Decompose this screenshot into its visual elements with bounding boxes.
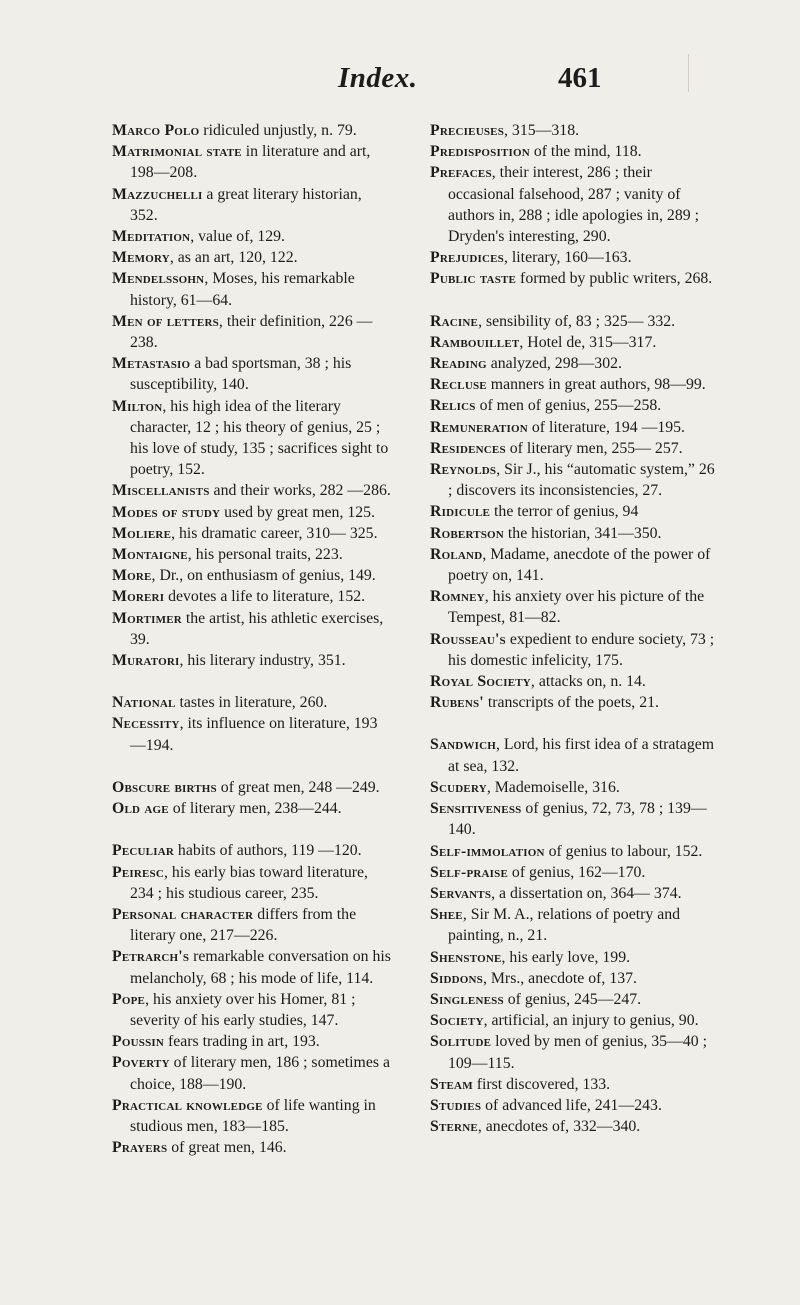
- index-entry: [112, 311, 392, 353]
- index-headword: Prefaces: [430, 164, 492, 182]
- index-entry: [430, 1010, 720, 1031]
- index-entry-text: , Lord, his first idea of a stratagem at sea, 132.: [448, 736, 715, 775]
- index-headword: Public taste: [430, 270, 517, 288]
- index-headword: Romney: [430, 588, 485, 606]
- letter-group-gap: [430, 290, 720, 311]
- index-entry: [430, 968, 720, 989]
- index-entry: [112, 184, 392, 226]
- index-entry-text: , Hotel de, 315—317.: [519, 333, 657, 351]
- index-headword: Singleness: [430, 990, 504, 1008]
- index-headword: Remuneration: [430, 418, 528, 436]
- index-entry-text: , his dramatic career, 310— 325.: [171, 524, 378, 542]
- index-entry: [430, 417, 720, 438]
- index-headword: Miscellanists: [112, 482, 210, 500]
- index-entry-text: and their works, 282 —286.: [209, 482, 391, 500]
- index-entry: [430, 332, 720, 353]
- index-entry: [112, 777, 392, 798]
- index-headword: Roland: [430, 545, 483, 563]
- index-entry: [430, 501, 720, 522]
- index-entry-text: , its influence on literature, 193—194.: [130, 715, 378, 754]
- index-entry-text: , his anxiety over his Homer, 81 ; severity of his early studies, 147.: [130, 990, 356, 1029]
- index-entry: [430, 247, 720, 268]
- index-entry: [430, 629, 720, 671]
- index-entry-text: , Sir J., his “automatic system,” 26 ; discovers its inconsistencies, 27.: [448, 461, 715, 500]
- index-entry: [430, 311, 720, 332]
- index-entry: [430, 544, 720, 586]
- index-entry-text: , Mrs., anecdote of, 137.: [482, 969, 637, 987]
- index-entry-text: , as an art, 120, 122.: [169, 249, 298, 267]
- index-entry: [430, 777, 720, 798]
- index-entry-text: formed by public writers, 268.: [516, 270, 713, 288]
- index-entry: [430, 904, 720, 946]
- index-headword: Relics: [430, 397, 476, 415]
- index-entry: [430, 586, 720, 628]
- index-headword: Moliere: [112, 524, 172, 542]
- index-entry-text: the terror of genius, 94: [490, 503, 639, 521]
- index-entry: [112, 840, 392, 861]
- index-headword: Predisposition: [430, 143, 530, 161]
- index-entry: [430, 353, 720, 374]
- index-entry-text: of the mind, 118.: [529, 143, 642, 161]
- index-entry: [430, 438, 720, 459]
- index-headword: Scudery: [430, 778, 487, 796]
- index-entry: [430, 862, 720, 883]
- index-entry-text: the artist, his athletic exercises, 39.: [130, 609, 384, 648]
- index-entry: [430, 734, 720, 776]
- index-entry: [430, 395, 720, 416]
- index-headword: Robertson: [430, 524, 504, 542]
- running-title: Index.: [338, 62, 418, 94]
- index-entry-text: , Mademoiselle, 316.: [486, 778, 620, 796]
- letter-group-gap: [112, 756, 392, 777]
- index-entry: [430, 162, 720, 247]
- index-entry-text: a great literary historian, 352.: [130, 185, 362, 224]
- index-entry-text: the historian, 341—350.: [503, 524, 662, 542]
- index-headword: Moreri: [112, 588, 165, 606]
- index-headword: Sterne: [430, 1118, 478, 1136]
- index-entry: [112, 904, 392, 946]
- index-headword: Sensitiveness: [430, 800, 522, 818]
- index-entry: [112, 650, 392, 671]
- index-headword: Shee: [430, 906, 463, 924]
- index-entry: [430, 1074, 720, 1095]
- index-entry-text: , 315—318.: [504, 122, 580, 139]
- index-headword: Siddons: [430, 969, 483, 987]
- index-entry-text: habits of authors, 119 —120.: [173, 842, 362, 860]
- page-number: 461: [558, 62, 602, 94]
- index-entry: [430, 459, 720, 501]
- index-entry-text: of great men, 146.: [167, 1139, 287, 1157]
- index-headword: Sandwich: [430, 736, 496, 754]
- index-headword: Peculiar: [112, 842, 174, 860]
- index-entry-text: a bad sportsman, 38 ; his susceptibility, 140.: [130, 355, 352, 394]
- index-headword: Practical knowledge: [112, 1096, 263, 1114]
- index-entry: [430, 692, 720, 713]
- index-entry: [430, 798, 720, 840]
- margin-rule: [688, 54, 689, 92]
- page-header: [0, 62, 800, 102]
- index-headword: Residences: [430, 439, 506, 457]
- index-entry-text: in literature and art, 198—208.: [130, 143, 371, 182]
- index-entry-text: of genius, 72, 73, 78 ; 139—140.: [448, 800, 707, 839]
- index-entry: [430, 374, 720, 395]
- index-entry: [112, 798, 392, 819]
- index-entry-text: , their definition, 226 —238.: [130, 312, 373, 352]
- index-headword: Prejudices: [430, 249, 504, 267]
- index-entry: [112, 1031, 392, 1052]
- index-headword: Muratori: [112, 652, 180, 670]
- index-headword: Steam: [430, 1075, 473, 1093]
- index-entry: [112, 713, 392, 755]
- index-headword: Self-immolation: [430, 842, 545, 860]
- index-entry: [112, 989, 392, 1031]
- index-headword: Matrimonial state: [112, 143, 242, 161]
- index-entry-text: , Sir M. A., relations of poetry and painting, n., 21.: [448, 906, 681, 945]
- index-entry-text: first discovered, 133.: [472, 1075, 611, 1093]
- index-entry-text: transcripts of the poets, 21.: [483, 694, 659, 712]
- index-entry-text: , his literary industry, 351.: [179, 652, 346, 670]
- index-entry: [112, 946, 392, 988]
- index-entry-text: , Dr., on enthusiasm of genius, 149.: [151, 567, 376, 585]
- letter-group-gap: [112, 671, 392, 692]
- index-entry-text: , their interest, 286 ; their occasional falsehood, 287 ; vanity of authors in, 288 ; idle apologies in, 289 ; Dryden's interesting, 290.: [448, 164, 699, 246]
- index-headword: Memory: [112, 249, 170, 267]
- index-headword: Metastasio: [112, 355, 191, 373]
- index-entry-text: differs from the literary one, 217—226.: [130, 905, 357, 945]
- index-headword: Servants: [430, 884, 492, 902]
- index-headword: Self-praise: [430, 863, 508, 881]
- index-entry-text: , anecdotes of, 332—340.: [477, 1118, 641, 1136]
- index-headword: Mazzuchelli: [112, 185, 203, 203]
- index-entry-text: used by great men, 125.: [220, 503, 375, 521]
- index-entry: [112, 141, 392, 183]
- index-entry-text: , value of, 129.: [190, 228, 286, 246]
- index-entry-text: , literary, 160—163.: [504, 249, 632, 267]
- index-headword: Rubens': [430, 694, 484, 712]
- index-headword: Meditation: [112, 228, 191, 246]
- index-entry: [430, 1095, 720, 1116]
- index-entry: [112, 120, 392, 141]
- index-entry-text: , his anxiety over his picture of the Tempest, 81—82.: [448, 588, 705, 627]
- letter-group-gap: [112, 819, 392, 840]
- index-headword: Recluse: [430, 376, 487, 394]
- index-entry: [112, 862, 392, 904]
- index-entry-text: , Madame, anecdote of the power of poetry on, 141.: [448, 545, 711, 585]
- index-entry: [430, 120, 720, 141]
- index-headword: Marco Polo: [112, 122, 200, 139]
- index-entry: [112, 1137, 392, 1158]
- index-entry-text: of literature, 194 —195.: [527, 418, 686, 436]
- index-entry: [112, 353, 392, 395]
- index-entry-text: of literary men, 238—244.: [168, 800, 342, 818]
- index-entry: [112, 1095, 392, 1137]
- index-headword: Rousseau's: [430, 630, 506, 648]
- index-entry: [112, 247, 392, 268]
- index-entry-text: ridiculed unjustly, n. 79.: [199, 122, 357, 139]
- index-entry-text: , his personal traits, 223.: [187, 546, 343, 564]
- index-entry-text: of advanced life, 241—243.: [481, 1096, 662, 1114]
- index-entry-text: , his early bias toward literature, 234 ; his studious career, 235.: [130, 863, 368, 902]
- index-entry: [112, 396, 392, 481]
- index-entry-text: remarkable conversation on his melancholy, 68 ; his mode of life, 114.: [130, 948, 391, 987]
- index-entry-text: of literary men, 186 ; sometimes a choice, 188—190.: [130, 1054, 390, 1093]
- index-headword: More: [112, 567, 152, 585]
- index-entry-text: of genius, 162—170.: [507, 863, 646, 881]
- index-entry-text: , Moses, his remarkable history, 61—64.: [130, 270, 355, 309]
- left-index-column: [112, 120, 392, 1158]
- index-entry-text: analyzed, 298—302.: [486, 355, 622, 373]
- index-headword: Old age: [112, 800, 169, 818]
- right-index-column: [430, 120, 720, 1137]
- index-entry-text: , his early love, 199.: [501, 948, 631, 966]
- index-headword: Studies: [430, 1096, 482, 1114]
- index-entry-text: manners in great authors, 98—99.: [486, 376, 706, 394]
- index-headword: Ridicule: [430, 503, 491, 521]
- index-entry: [430, 841, 720, 862]
- index-entry: [430, 947, 720, 968]
- index-entry: [112, 608, 392, 650]
- index-headword: Petrarch's: [112, 948, 190, 966]
- index-headword: National: [112, 694, 176, 712]
- index-headword: Rambouillet: [430, 333, 520, 351]
- index-headword: Poverty: [112, 1054, 170, 1072]
- index-headword: Royal Society: [430, 673, 531, 691]
- index-entry: [430, 523, 720, 544]
- index-entry: [430, 1116, 720, 1137]
- index-entry: [112, 268, 392, 310]
- index-headword: Obscure births: [112, 778, 217, 796]
- index-headword: Reynolds: [430, 461, 497, 479]
- index-entry: [112, 565, 392, 586]
- index-entry-text: expedient to endure society, 73 ; his domestic infelicity, 175.: [448, 630, 715, 669]
- index-entry-text: of literary men, 255— 257.: [505, 439, 683, 457]
- index-entry: [430, 141, 720, 162]
- index-entry: [112, 226, 392, 247]
- index-headword: Shenstone: [430, 948, 502, 966]
- index-entry-text: , his high idea of the literary character, 12 ; his theory of genius, 25 ; his love of study, 135 ; sacrifices sight to poetry, 152.: [130, 397, 389, 479]
- index-headword: Prayers: [112, 1139, 168, 1157]
- index-entry: [112, 523, 392, 544]
- index-entry: [430, 671, 720, 692]
- index-headword: Montaigne: [112, 546, 188, 564]
- index-entry-text: , a dissertation on, 364— 374.: [491, 884, 682, 902]
- index-headword: Precieuses: [430, 122, 505, 139]
- index-entry-text: of genius, 245—247.: [503, 990, 642, 1008]
- index-headword: Solitude: [430, 1033, 492, 1051]
- index-headword: Racine: [430, 312, 479, 330]
- index-entry-text: tastes in literature, 260.: [175, 694, 328, 712]
- letter-group-gap: [430, 713, 720, 734]
- index-entry: [112, 1052, 392, 1094]
- index-entry-text: of life wanting in studious men, 183—185.: [130, 1096, 376, 1135]
- index-headword: Necessity: [112, 715, 180, 733]
- index-entry: [112, 480, 392, 501]
- index-headword: Society: [430, 1012, 484, 1030]
- index-entry-text: , attacks on, n. 14.: [530, 673, 646, 691]
- index-headword: Pope: [112, 990, 146, 1008]
- index-headword: Personal character: [112, 905, 254, 923]
- index-headword: Mortimer: [112, 609, 182, 627]
- index-entry: [430, 1031, 720, 1073]
- index-headword: Modes of study: [112, 503, 221, 521]
- index-entry: [112, 502, 392, 523]
- index-entry-text: fears trading in art, 193.: [164, 1033, 320, 1051]
- index-entry-text: , artificial, an injury to genius, 90.: [483, 1012, 699, 1030]
- index-entry: [112, 544, 392, 565]
- index-entry-text: of genius to labour, 152.: [544, 842, 703, 860]
- index-headword: Peiresc: [112, 863, 165, 881]
- index-headword: Mendelssohn: [112, 270, 205, 288]
- index-entry: [430, 883, 720, 904]
- index-entry-text: of great men, 248 —249.: [216, 778, 380, 796]
- index-entry: [430, 989, 720, 1010]
- index-entry-text: loved by men of genius, 35—40 ; 109—115.: [448, 1033, 707, 1072]
- index-entry-text: , sensibility of, 83 ; 325— 332.: [478, 312, 676, 330]
- index-entry-text: of men of genius, 255—258.: [475, 397, 662, 415]
- index-headword: Men of letters: [112, 312, 219, 330]
- index-headword: Poussin: [112, 1033, 165, 1051]
- index-entry: [430, 268, 720, 289]
- index-headword: Milton: [112, 397, 163, 415]
- index-entry: [112, 586, 392, 607]
- index-entry-text: devotes a life to literature, 152.: [164, 588, 366, 606]
- index-headword: Reading: [430, 355, 487, 373]
- index-entry: [112, 692, 392, 713]
